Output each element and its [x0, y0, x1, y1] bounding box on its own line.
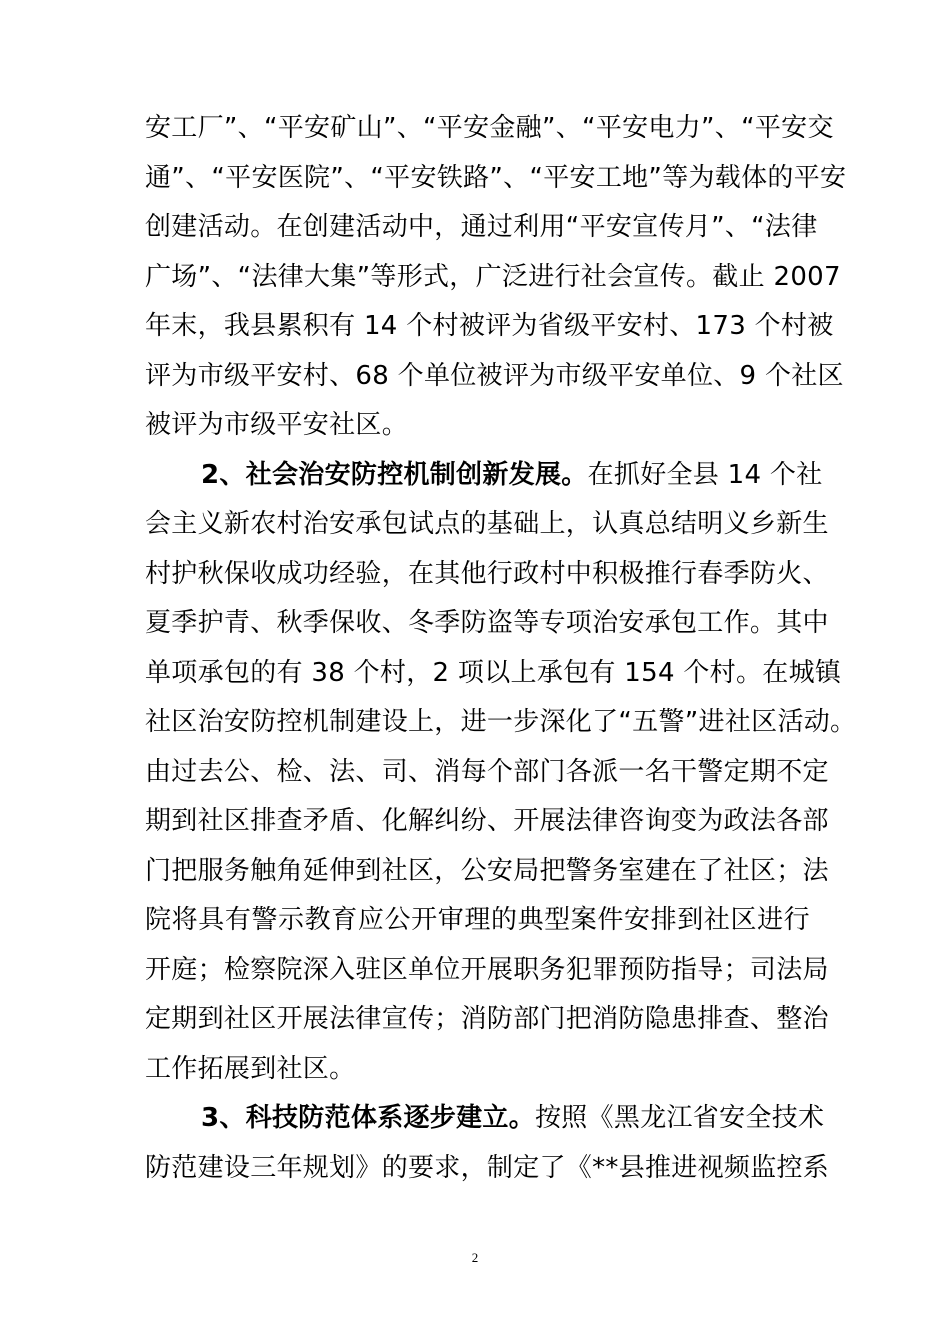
text-line: 院将具有警示教育应公开审理的典型案件安排到社区进行 [145, 905, 810, 935]
body-text [145, 104, 857, 1193]
text-line: 广场”、“法律大集”等形式，广泛进行社会宣传。截止 2007 [145, 261, 841, 292]
text-line: 夏季护青、秋季保收、冬季防盗等专项治安承包工作。其中 [145, 608, 829, 638]
text-line: 开庭；检察院深入驻区单位开展职务犯罪预防指导；司法局 [145, 954, 829, 985]
text-line: 村护秋保收成功经验，在其他行政村中积极推行春季防火、 [145, 558, 829, 589]
text-line: 评为市级平安村、68 个单位被评为市级平安单位、9 个社区 [145, 360, 844, 391]
text-line: 会主义新农村治安承包试点的基础上，认真总结明义乡新生 [145, 509, 829, 539]
text-line: 安工厂”、“平安矿山”、“平安金融”、“平安电力”、“平安交 [145, 113, 834, 143]
text-line: 定期到社区开展法律宣传；消防部门把消防隐患排查、整治 [145, 1004, 829, 1034]
text-line: 被评为市级平安社区。 [145, 410, 409, 440]
section-heading: 3、科技防范体系逐步建立。 [201, 1103, 535, 1133]
paragraph-first-line [145, 1094, 825, 1144]
text-span: 在抓好全县 14 个社 [587, 459, 823, 490]
text-line: 由过去公、检、法、司、消每个部门各派一名干警定期不定 [145, 756, 829, 787]
text-line: 社区治安防控机制建设上，进一步深化了“五警”进社区活动。 [145, 707, 857, 737]
text-line: 创建活动。在创建活动中，通过利用“平安宣传月”、“法律 [145, 212, 818, 242]
page-number: 2 [471, 1250, 479, 1265]
text-line: 通”、“平安医院”、“平安铁路”、“平安工地”等为载体的平安 [145, 162, 847, 193]
text-line: 工作拓展到社区。 [145, 1053, 356, 1084]
text-line: 期到社区排查矛盾、化解纠纷、开展法律咨询变为政法各部 [145, 806, 829, 836]
text-line: 防范建设三年规划》的要求，制定了《**县推进视频监控系 [145, 1152, 830, 1183]
section-heading: 2、社会治安防控机制创新发展。 [201, 459, 588, 490]
text-span: 按照《黑龙江省安全技术 [535, 1103, 825, 1133]
text-line: 年末，我县累积有 14 个村被评为省级平安村、173 个村被 [145, 311, 834, 341]
paragraph-first-line [145, 451, 823, 501]
text-line: 单项承包的有 38 个村，2 项以上承包有 154 个村。在城镇 [145, 657, 842, 688]
text-line: 门把服务触角延伸到社区，公安局把警务室建在了社区；法 [145, 855, 829, 886]
